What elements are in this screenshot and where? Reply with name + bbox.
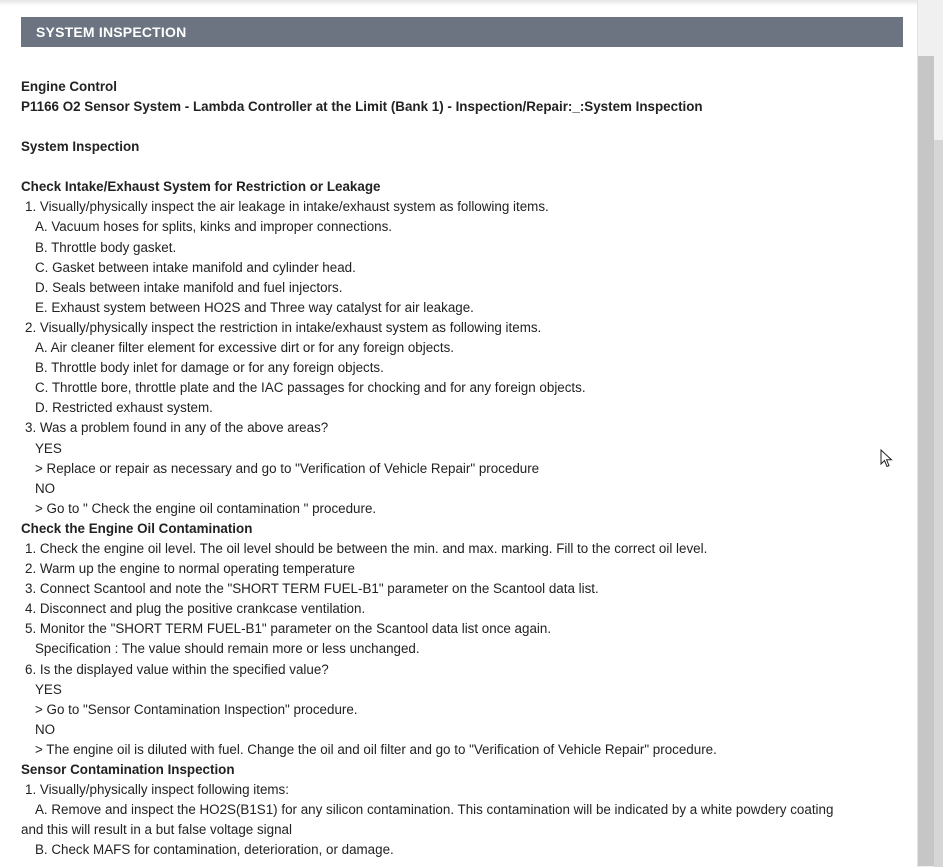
scrollbar-thumb[interactable] bbox=[918, 56, 934, 866]
s2-line: 4. Disconnect and plug the positive crankcase ventilation. bbox=[25, 601, 366, 617]
s3-line: and this will result in a but false voltage signal bbox=[21, 822, 292, 838]
s1-line: 2. Visually/physically inspect the restriction in intake/exhaust system as following items. bbox=[25, 319, 542, 335]
s1-line: > Replace or repair as necessary and go to "Verification of Vehicle Repair" procedure bbox=[35, 460, 540, 476]
s1-line: E. Exhaust system between HO2S and Three way catalyst for air leakage. bbox=[35, 299, 474, 315]
s1-title: Check Intake/Exhaust System for Restriction or Leakage bbox=[21, 179, 381, 195]
s2-line: YES bbox=[35, 681, 62, 697]
s3-line: A. Remove and inspect the HO2S(B1S1) for any silicon contamination. This contamination will be indicated by a white powdery coating bbox=[35, 802, 834, 818]
s2-line: 2. Warm up the engine to normal operating temperature bbox=[25, 561, 355, 577]
s2-line: 5. Monitor the "SHORT TERM FUEL-B1" parameter on the Scantool data list once again. bbox=[25, 621, 552, 637]
outer-scrollbar-thumb[interactable] bbox=[934, 140, 943, 867]
s1-line: D. Restricted exhaust system. bbox=[35, 400, 213, 416]
s2-line: 1. Check the engine oil level. The oil level should be between the min. and max. marking. Fill to the correct oil level. bbox=[25, 540, 708, 556]
vertical-scrollbar[interactable] bbox=[917, 0, 943, 867]
s1-line: B. Throttle body inlet for damage or for any foreign objects. bbox=[35, 360, 384, 376]
s1-line: 3. Was a problem found in any of the above areas? bbox=[25, 420, 329, 436]
document-body bbox=[21, 77, 901, 860]
section-header: SYSTEM INSPECTION bbox=[21, 17, 903, 47]
s3-title: Sensor Contamination Inspection bbox=[21, 762, 235, 777]
s2-title: Check the Engine Oil Contamination bbox=[21, 520, 253, 536]
s3-line: B. Check MAFS for contamination, deterioration, or damage. bbox=[35, 842, 394, 858]
s1-line: A. Vacuum hoses for splits, kinks and improper connections. bbox=[35, 219, 393, 235]
top-shadow bbox=[0, 0, 917, 6]
mouse-pointer-icon bbox=[880, 449, 894, 469]
s1-line: D. Seals between intake manifold and fuel injectors. bbox=[35, 279, 343, 295]
s1-line: C. Gasket between intake manifold and cylinder head. bbox=[35, 259, 356, 275]
s1-line: YES bbox=[35, 440, 62, 456]
section-title: System Inspection bbox=[21, 139, 140, 155]
s2-line: > The engine oil is diluted with fuel. Change the oil and oil filter and go to "Verification of Vehicle Repair" procedure. bbox=[35, 741, 717, 757]
s1-line: 1. Visually/physically inspect the air leakage in intake/exhaust system as following items. bbox=[25, 199, 549, 215]
s1-line: NO bbox=[35, 480, 56, 496]
s3-line: 1. Visually/physically inspect following items: bbox=[25, 782, 289, 798]
s2-line: NO bbox=[35, 721, 56, 737]
s1-line: > Go to " Check the engine oil contamination " procedure. bbox=[35, 500, 377, 516]
doc-category: Engine Control bbox=[21, 79, 117, 94]
s2-line: > Go to "Sensor Contamination Inspection" procedure. bbox=[35, 701, 358, 717]
s2-line: 6. Is the displayed value within the specified value? bbox=[25, 661, 329, 677]
s1-line: A. Air cleaner filter element for excessive dirt or for any foreign objects. bbox=[35, 340, 455, 356]
s1-line: C. Throttle bore, throttle plate and the IAC passages for chocking and for any foreign objects. bbox=[35, 380, 586, 396]
s1-line: B. Throttle body gasket. bbox=[35, 239, 177, 255]
s2-line: 3. Connect Scantool and note the "SHORT TERM FUEL-B1" parameter on the Scantool data list. bbox=[25, 581, 599, 597]
s2-line: Specification : The value should remain more or less unchanged. bbox=[35, 641, 420, 657]
doc-subtitle: P1166 O2 Sensor System - Lambda Controller at the Limit (Bank 1) - Inspection/Repair:_:System Inspection bbox=[21, 99, 703, 115]
